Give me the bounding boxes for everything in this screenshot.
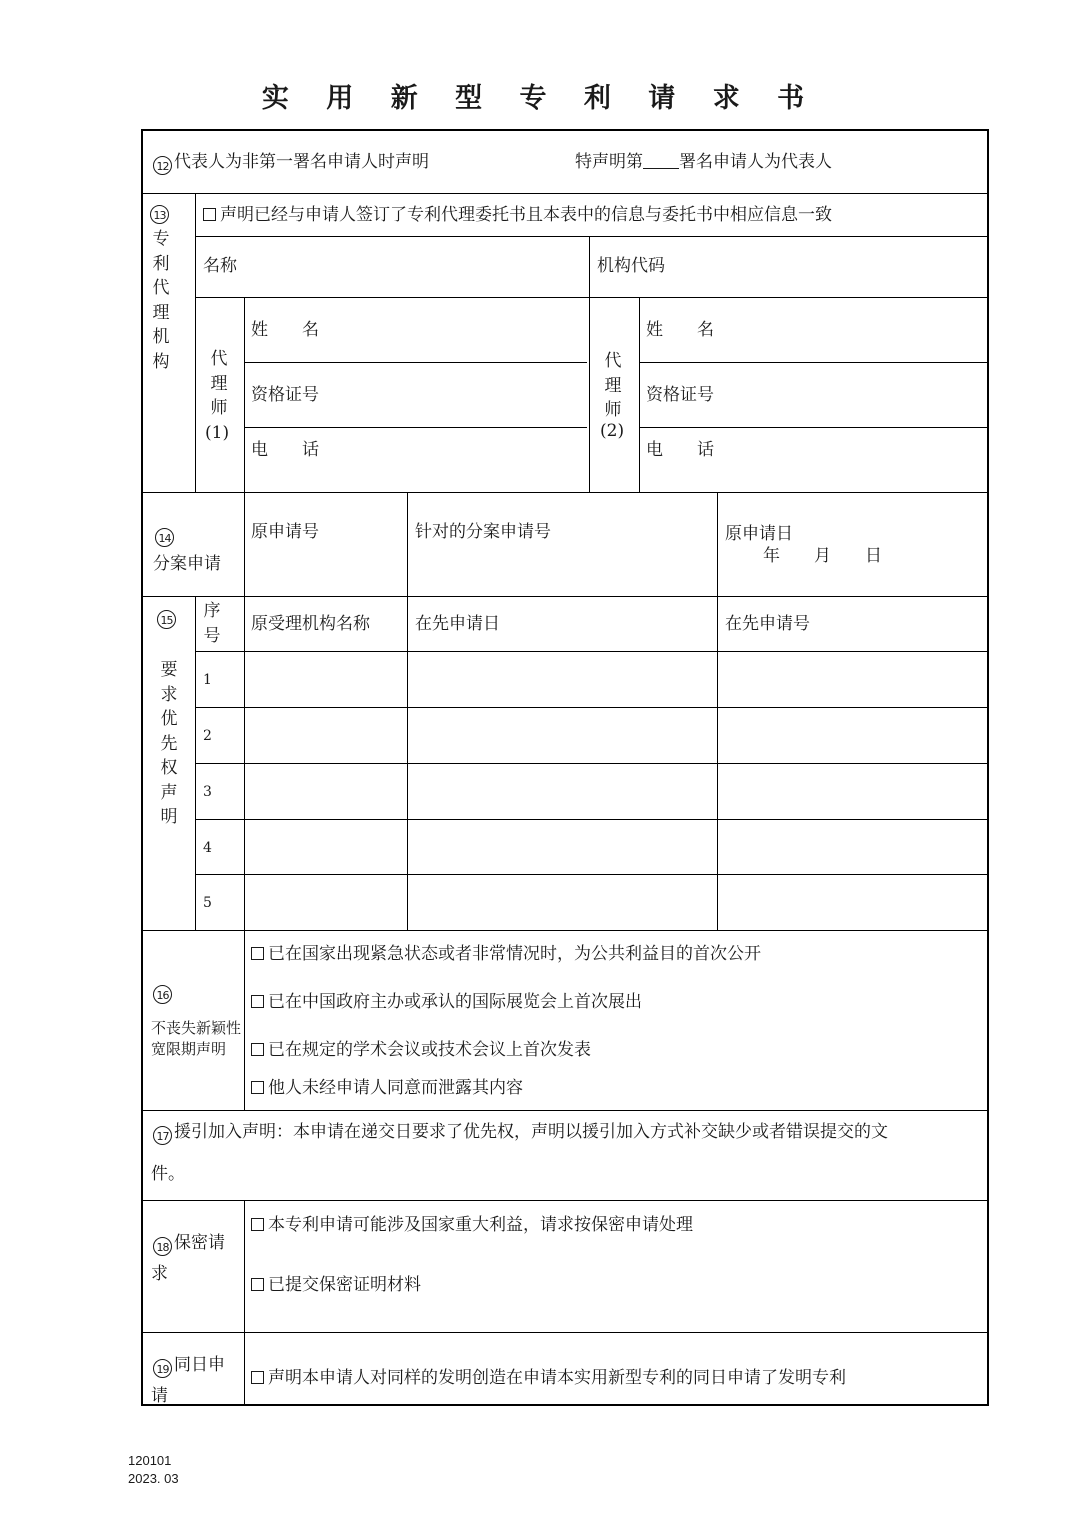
agent2-label: 代理师 bbox=[604, 351, 622, 420]
section-number-15: 15 bbox=[157, 610, 176, 629]
s16-option-2[interactable]: 已在中国政府主办或承认的国际展览会上首次展出 bbox=[251, 991, 642, 1013]
s17-incorporation-statement-cont: 件。 bbox=[151, 1164, 185, 1184]
s16-option-3-checkbox[interactable] bbox=[251, 1043, 264, 1056]
priority-row-2-seq: 2 bbox=[203, 728, 212, 744]
s16-option-3[interactable]: 已在规定的学术会议或技术会议上首次发表 bbox=[251, 1039, 591, 1061]
form-version: 2023. 03 bbox=[128, 1471, 179, 1486]
agent2-number: (2) bbox=[600, 421, 625, 441]
s16-option-1[interactable]: 已在国家出现紧急状态或者非常情况时，为公共利益目的首次公开 bbox=[251, 943, 761, 965]
agent2-name-label: 姓 名 bbox=[646, 320, 714, 340]
s19-option-checkbox[interactable] bbox=[251, 1371, 264, 1384]
s18-secrecy-label-cont: 求 bbox=[151, 1264, 168, 1284]
section-number-17: 17 bbox=[153, 1126, 172, 1145]
agent2-phone-label: 电 话 bbox=[646, 440, 714, 460]
s13-declaration-checkbox[interactable] bbox=[203, 208, 216, 221]
priority-col-number: 在先申请号 bbox=[725, 614, 810, 634]
s16-option-2-checkbox[interactable] bbox=[251, 995, 264, 1008]
form-table bbox=[141, 129, 989, 1406]
original-filing-date-format: 年 月 日 bbox=[763, 546, 882, 566]
agent1-cert-label: 资格证号 bbox=[251, 385, 319, 405]
priority-col-office: 原受理机构名称 bbox=[251, 614, 370, 634]
section-number-13: 13 bbox=[150, 205, 169, 224]
form-code: 120101 bbox=[128, 1453, 172, 1468]
section-number-18: 18 bbox=[153, 1237, 172, 1256]
s13-declaration-option[interactable]: 声明已经与申请人签订了专利代理委托书且本表中的信息与委托书中相应信息一致 bbox=[203, 204, 832, 226]
s16-option-4-checkbox[interactable] bbox=[251, 1081, 264, 1094]
form-title: 实 用 新 型 专 利 请 求 书 bbox=[261, 83, 819, 114]
agent1-number: (1) bbox=[205, 423, 230, 443]
s15-priority-side-label: 要求优先权声明 bbox=[160, 660, 178, 827]
priority-col-seq: 序号 bbox=[203, 601, 221, 646]
priority-row-1-seq: 1 bbox=[203, 672, 212, 688]
representative-number-blank[interactable] bbox=[643, 152, 679, 169]
s13-agency-side-label: 专利代理机构 bbox=[152, 229, 170, 372]
agent2-cert-label: 资格证号 bbox=[646, 385, 714, 405]
s17-incorporation-statement: 17 援引加入声明：本申请在递交日要求了优先权，声明以援引加入方式补交缺少或者错误提交的文 bbox=[153, 1121, 888, 1145]
targeted-divisional-number-label: 针对的分案申请号 bbox=[415, 522, 551, 542]
section-number-12: 12 bbox=[153, 156, 172, 175]
s18-secrecy-label: 18 保密请 bbox=[153, 1232, 225, 1256]
s16-option-4[interactable]: 他人未经申请人同意而泄露其内容 bbox=[251, 1077, 523, 1099]
s19-same-day-label: 19 同日申 bbox=[153, 1354, 225, 1378]
section-number-14: 14 bbox=[155, 528, 174, 547]
priority-row-5-seq: 5 bbox=[203, 895, 212, 911]
agent1-label: 代理师 bbox=[210, 349, 228, 418]
original-application-number-label: 原申请号 bbox=[251, 522, 319, 542]
agent1-phone-label: 电 话 bbox=[251, 440, 319, 460]
s18-option-1-checkbox[interactable] bbox=[251, 1218, 264, 1231]
agent1-name-label: 姓 名 bbox=[251, 320, 319, 340]
agency-name-label: 名称 bbox=[203, 256, 237, 276]
s16-option-1-checkbox[interactable] bbox=[251, 947, 264, 960]
s19-option[interactable]: 声明本申请人对同样的发明创造在申请本实用新型专利的同日申请了发明专利 bbox=[251, 1367, 846, 1389]
s14-divisional-label: 分案申请 bbox=[153, 554, 221, 574]
section-number-19: 19 bbox=[153, 1359, 172, 1378]
original-filing-date-label: 原申请日 bbox=[725, 524, 793, 544]
s12-representative-statement: 特声明第 署名申请人为代表人 bbox=[575, 152, 832, 172]
s18-option-2-checkbox[interactable] bbox=[251, 1278, 264, 1291]
priority-row-3-seq: 3 bbox=[203, 784, 212, 800]
s19-same-day-label-cont: 请 bbox=[151, 1386, 168, 1406]
s18-option-1[interactable]: 本专利申请可能涉及国家重大利益，请求按保密申请处理 bbox=[251, 1214, 693, 1236]
s18-option-2[interactable]: 已提交保密证明材料 bbox=[251, 1274, 421, 1296]
s12-representative-label: 12 代表人为非第一署名申请人时声明 bbox=[153, 151, 429, 175]
s16-grace-period-label: 不丧失新颖性宽限期声明 bbox=[151, 1019, 242, 1058]
section-number-16: 16 bbox=[153, 985, 172, 1004]
priority-col-date: 在先申请日 bbox=[415, 614, 500, 634]
agency-code-label: 机构代码 bbox=[597, 256, 665, 276]
priority-row-4-seq: 4 bbox=[203, 840, 212, 856]
